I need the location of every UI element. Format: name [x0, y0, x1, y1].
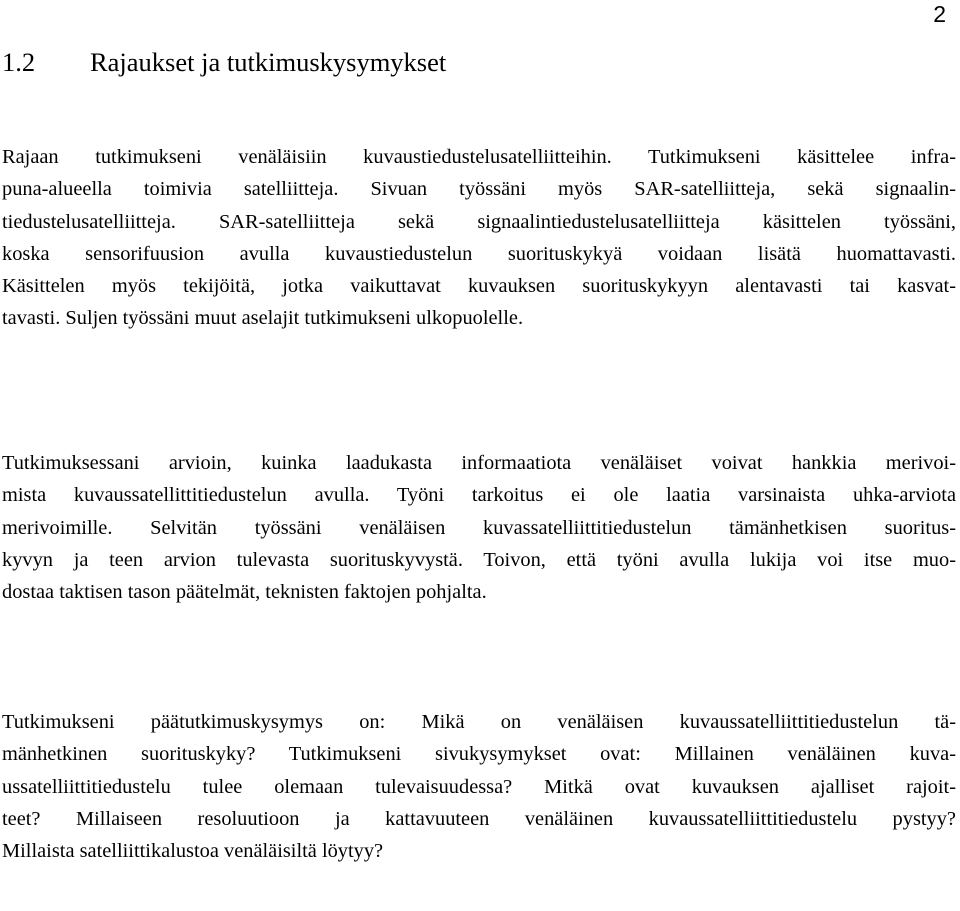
- section-heading: [2, 44, 446, 80]
- page-number: 2: [933, 1, 946, 27]
- text-line: teet? Millaiseen resoluutioon ja kattavuuteen venäläinen kuvaussatelliittitiedustelu pystyy?: [2, 807, 956, 830]
- text-line: puna-alueella toimivia satelliitteja. Sivuan työssäni myös SAR-satelliitteja, sekä signaalin-: [2, 178, 956, 201]
- text-line: mista kuvaussatellittitiedustelun avulla. Työni tarkoitus ei ole laatia varsinaista uhka-arviota: [2, 484, 956, 507]
- paragraph-research-questions: [2, 706, 956, 867]
- text-line: Käsittelen myös tekijöitä, jotka vaikuttavat kuvauksen suorituskykyyn alentavasti tai kasvat-: [2, 275, 956, 298]
- text-line: tiedustelusatelliitteja. SAR-satelliitteja sekä signaalintiedustelusatelliitteja käsittelen työssäni,: [2, 210, 956, 233]
- text-line: mänhetkinen suorituskyky? Tutkimukseni sivukysymykset ovat: Millainen venäläinen kuva-: [2, 743, 956, 766]
- text-line: koska sensorifuusion avulla kuvaustiedustelun suorituskykyä voidaan lisätä huomattavasti.: [2, 242, 956, 265]
- text-line: Tutkimuksessani arvioin, kuinka laadukasta informaatiota venäläiset voivat hankkia merivoi-: [2, 452, 956, 474]
- text-line: Millaista satelliittikalustoa venäläisiltä löytyy?: [2, 840, 384, 863]
- section-number: 1.2: [2, 47, 36, 77]
- text-line: Rajaan tutkimukseni venäläisiin kuvaustiedustelusatelliitteihin. Tutkimukseni käsittelee infra-: [2, 146, 956, 168]
- text-line: tavasti. Suljen työssäni muut aselajit tutkimukseni ulkopuolelle.: [2, 307, 524, 330]
- paragraph-assessment: [2, 447, 956, 608]
- paragraph-scope: [2, 141, 956, 335]
- text-line: ussatelliittitiedustelu tulee olemaan tulevaisuudessa? Mitkä ovat kuvauksen ajalliset rajoit-: [2, 775, 956, 798]
- section-title: Rajaukset ja tutkimuskysymykset: [90, 47, 447, 77]
- text-line: kyvyn ja teen arvion tulevasta suorituskyvystä. Toivon, että työni avulla lukija voi itse muo-: [2, 548, 956, 571]
- text-line: dostaa taktisen tason päätelmät, teknisten faktojen pohjalta.: [2, 581, 487, 604]
- text-line: Tutkimukseni päätutkimuskysymys on: Mikä on venäläisen kuvaussatelliittitiedustelun tä-: [2, 711, 956, 733]
- text-line: merivoimille. Selvitän työssäni venäläisen kuvassatelliittitiedustelun tämänhetkisen suoritus-: [2, 516, 956, 539]
